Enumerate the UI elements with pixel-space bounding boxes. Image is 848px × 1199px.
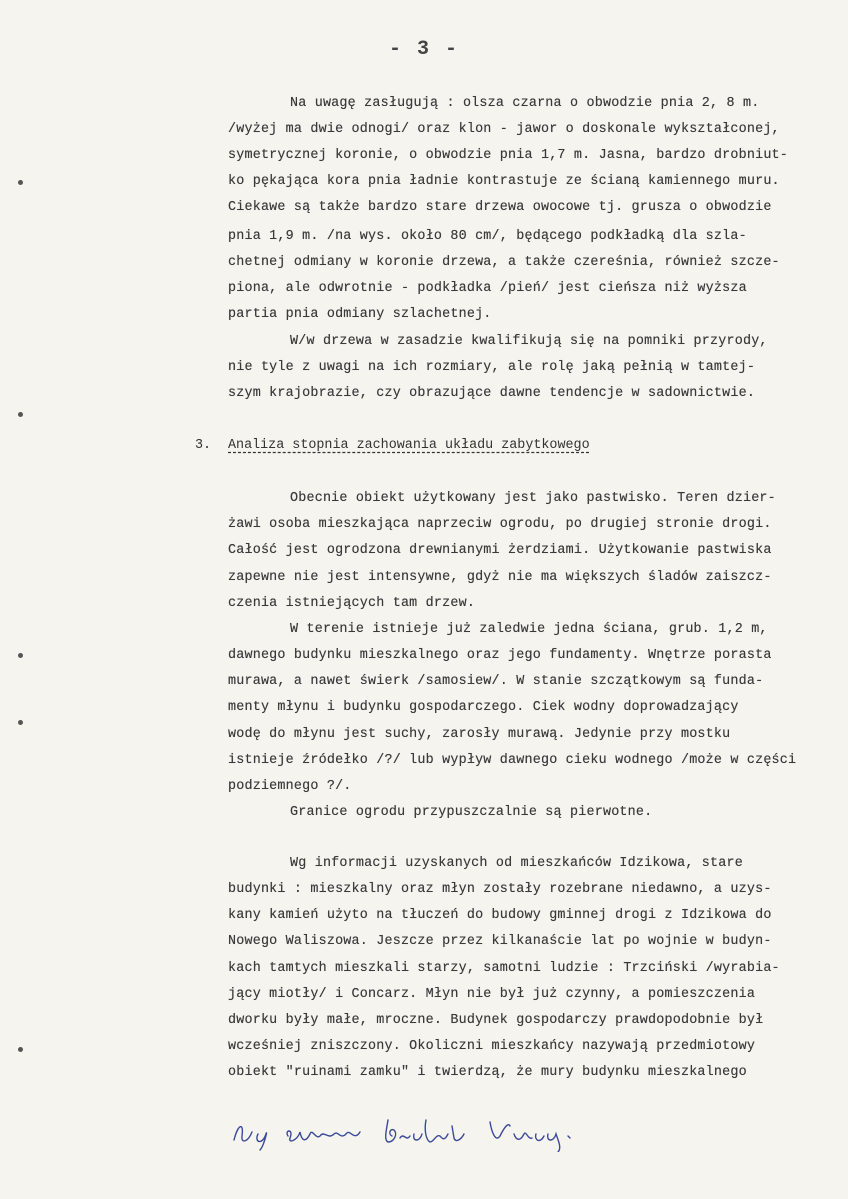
text-line: budynki : mieszkalny oraz młyn zostały rozebrane niedawno, a uzys- xyxy=(228,882,772,897)
text-line: istnieje źródełko /?/ lub wypływ dawnego cieku wodnego /może w części xyxy=(228,753,797,768)
text-line: W/w drzewa w zasadzie kwalifikują się na pomniki przyrody, xyxy=(290,334,768,349)
punch-hole xyxy=(18,653,23,658)
text-line: dawnego budynku mieszkalnego oraz jego fundamenty. Wnętrze porasta xyxy=(228,648,772,663)
punch-hole xyxy=(18,180,23,185)
text-line: murawa, a nawet świerk /samosiew/. W stanie szczątkowym są funda- xyxy=(228,674,764,689)
text-line: Nowego Waliszowa. Jeszcze przez kilkanaście lat po wojnie w budyn- xyxy=(228,934,772,949)
text-line: podziemnego ?/. xyxy=(228,779,352,794)
text-line: nie tyle z uwagi na ich rozmiary, ale rolę jaką pełnią w tamtej- xyxy=(228,360,756,375)
text-line: Obecnie obiekt użytkowany jest jako pastwisko. Teren dzier- xyxy=(290,491,776,506)
text-line: menty młynu i budynku gospodarczego. Ciek wodny doprowadzający xyxy=(228,700,739,715)
text-line: partia pnia odmiany szlachetnej. xyxy=(228,307,492,322)
text-line: czenia istniejących tam drzew. xyxy=(228,596,476,611)
text-line: obiekt "ruinami zamku" i twierdzą, że mury budynku mieszkalnego xyxy=(228,1065,747,1080)
text-line: piona, ale odwrotnie - podkładka /pień/ jest cieńsza niż wyższa xyxy=(228,281,747,296)
section-number: 3. xyxy=(195,438,212,453)
text-line: W terenie istnieje już zaledwie jedna ściana, grub. 1,2 m, xyxy=(290,622,768,637)
text-line: kach tamtych mieszkali starzy, samotni ludzie : Trzciński /wyrabia- xyxy=(228,961,780,976)
text-line: zapewne nie jest intensywne, gdyż nie ma większych śladów zaiszcz- xyxy=(228,570,772,585)
text-line: chetnej odmiany w koronie drzewa, a także czereśnia, również szcze- xyxy=(228,255,780,270)
text-line: Ciekawe są także bardzo stare drzewa owocowe tj. grusza o obwodzie xyxy=(228,200,772,215)
punch-hole xyxy=(18,720,23,725)
text-line: pnia 1,9 m. /na wys. około 80 cm/, będącego podkładką dla szla- xyxy=(228,229,747,244)
text-line: żawi osoba mieszkająca naprzeciw ogrodu, po drugiej stronie drogi. xyxy=(228,517,772,532)
text-line: dworku były małe, mroczne. Budynek gospodarczy prawdopodobnie był xyxy=(228,1013,764,1028)
page-number: - 3 - xyxy=(388,38,459,61)
text-line: wcześniej zniszczony. Okoliczni mieszkańcy nazywają przedmiotowy xyxy=(228,1039,756,1054)
handwritten-note xyxy=(228,1112,628,1152)
text-line: /wyżej ma dwie odnogi/ oraz klon - jawor o doskonale wykształconej, xyxy=(228,122,780,137)
text-line: Całość jest ogrodzona drewnianymi żerdziami. Użytkowanie pastwiska xyxy=(228,543,772,558)
text-line: symetrycznej koronie, o obwodzie pnia 1,7 m. Jasna, bardzo drobniut- xyxy=(228,148,789,163)
section-title: Analiza stopnia zachowania układu zabytkowego xyxy=(228,438,590,453)
text-line: wodę do młynu jest suchy, zarosły murawą. Jedynie przy mostku xyxy=(228,727,731,742)
text-line: Na uwagę zasługują : olsza czarna o obwodzie pnia 2, 8 m. xyxy=(290,96,760,111)
punch-hole xyxy=(18,412,23,417)
text-line: Granice ogrodu przypuszczalnie są pierwotne. xyxy=(290,805,653,820)
text-line: ko pękająca kora pnia ładnie kontrastuje ze ścianą kamiennego muru. xyxy=(228,174,780,189)
text-line: kany kamień użyto na tłuczeń do budowy gminnej drogi z Idzikowa do xyxy=(228,908,772,923)
text-line: szym krajobrazie, czy obrazujące dawne tendencje w sadownictwie. xyxy=(228,386,756,401)
text-line: jący miotły/ i Concarz. Młyn nie był już czynny, a pomieszczenia xyxy=(228,987,756,1002)
text-line: Wg informacji uzyskanych od mieszkańców Idzikowa, stare xyxy=(290,856,743,871)
punch-hole xyxy=(18,1047,23,1052)
